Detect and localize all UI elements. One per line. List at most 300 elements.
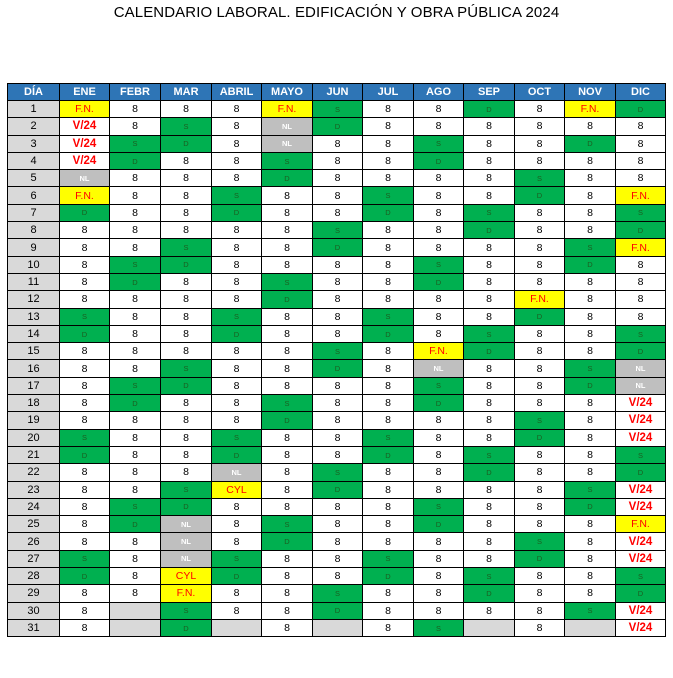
table-row xyxy=(8,498,666,515)
calendar-cell: 8 xyxy=(313,152,363,169)
calendar-cell: 8 xyxy=(414,101,464,118)
header-month-nov: NOV xyxy=(565,84,616,101)
calendar-cell: V/24 xyxy=(616,550,666,567)
calendar-cell: 8 xyxy=(565,412,616,429)
calendar-cell: 8 xyxy=(262,602,313,619)
calendar-cell: D xyxy=(464,464,515,481)
calendar-cell: D xyxy=(616,464,666,481)
calendar-cell: V/24 xyxy=(616,498,666,515)
calendar-cell: 8 xyxy=(60,585,110,602)
table-row xyxy=(8,239,666,256)
calendar-table xyxy=(7,83,666,637)
calendar-cell: 8 xyxy=(565,516,616,533)
calendar-cell: 8 xyxy=(515,256,565,273)
calendar-cell: 8 xyxy=(414,602,464,619)
calendar-cell: 8 xyxy=(212,412,262,429)
calendar-cell: S xyxy=(515,170,565,187)
calendar-cell: D xyxy=(414,152,464,169)
calendar-cell: D xyxy=(464,585,515,602)
day-number-cell: 2 xyxy=(8,118,60,135)
day-number-cell: 4 xyxy=(8,152,60,169)
calendar-cell: S xyxy=(262,516,313,533)
calendar-cell: 8 xyxy=(110,239,161,256)
calendar-cell: D xyxy=(515,429,565,446)
calendar-cell: 8 xyxy=(110,481,161,498)
table-row xyxy=(8,308,666,325)
calendar-cell: 8 xyxy=(414,412,464,429)
day-number-cell: 3 xyxy=(8,135,60,152)
calendar-cell: 8 xyxy=(313,325,363,342)
calendar-cell: 8 xyxy=(565,273,616,290)
calendar-cell: S xyxy=(161,481,212,498)
calendar-cell: V/24 xyxy=(60,118,110,135)
calendar-cell: D xyxy=(565,498,616,515)
calendar-cell: 8 xyxy=(464,187,515,204)
calendar-cell: S xyxy=(313,222,363,239)
calendar-cell: D xyxy=(262,291,313,308)
calendar-cell: D xyxy=(565,135,616,152)
calendar-cell: 8 xyxy=(363,412,414,429)
calendar-cell: 8 xyxy=(212,516,262,533)
calendar-cell: 8 xyxy=(313,170,363,187)
calendar-cell: NL xyxy=(616,360,666,377)
calendar-cell: 8 xyxy=(363,256,414,273)
table-row xyxy=(8,481,666,498)
calendar-cell: 8 xyxy=(313,516,363,533)
table-row xyxy=(8,602,666,619)
calendar-cell: D xyxy=(464,343,515,360)
calendar-cell: S xyxy=(464,204,515,221)
calendar-cell: S xyxy=(363,187,414,204)
calendar-cell: 8 xyxy=(414,481,464,498)
calendar-cell: 8 xyxy=(313,135,363,152)
calendar-cell: 8 xyxy=(60,222,110,239)
calendar-cell: 8 xyxy=(313,204,363,221)
calendar-cell: 8 xyxy=(363,602,414,619)
calendar-cell: D xyxy=(161,135,212,152)
day-number-cell: 14 xyxy=(8,325,60,342)
calendar-cell: D xyxy=(161,498,212,515)
calendar-cell: 8 xyxy=(464,273,515,290)
table-row xyxy=(8,204,666,221)
calendar-cell: 8 xyxy=(363,533,414,550)
calendar-cell: 8 xyxy=(363,585,414,602)
calendar-cell: S xyxy=(313,101,363,118)
calendar-cell xyxy=(313,619,363,636)
calendar-cell: S xyxy=(616,568,666,585)
calendar-cell xyxy=(212,619,262,636)
calendar-cell: D xyxy=(262,170,313,187)
calendar-cell: 8 xyxy=(565,187,616,204)
header-month-mayo: MAYO xyxy=(262,84,313,101)
calendar-cell: 8 xyxy=(212,343,262,360)
calendar-cell: 8 xyxy=(363,377,414,394)
calendar-cell: 8 xyxy=(414,222,464,239)
calendar-cell: NL xyxy=(60,170,110,187)
calendar-cell: 8 xyxy=(262,187,313,204)
calendar-cell: S xyxy=(60,308,110,325)
calendar-cell: 8 xyxy=(565,533,616,550)
calendar-cell: 8 xyxy=(565,568,616,585)
day-number-cell: 30 xyxy=(8,602,60,619)
calendar-cell: 8 xyxy=(161,291,212,308)
calendar-cell: 8 xyxy=(161,101,212,118)
day-number-cell: 19 xyxy=(8,412,60,429)
calendar-cell: 8 xyxy=(110,222,161,239)
calendar-body xyxy=(8,101,666,637)
calendar-cell: 8 xyxy=(363,170,414,187)
calendar-cell: 8 xyxy=(565,550,616,567)
calendar-cell: 8 xyxy=(161,273,212,290)
calendar-cell: D xyxy=(464,222,515,239)
calendar-cell: D xyxy=(363,325,414,342)
calendar-cell: D xyxy=(363,204,414,221)
calendar-cell: 8 xyxy=(616,170,666,187)
table-row xyxy=(8,429,666,446)
calendar-cell: F.N. xyxy=(616,516,666,533)
calendar-cell: F.N. xyxy=(565,101,616,118)
calendar-cell: 8 xyxy=(363,222,414,239)
calendar-cell: 8 xyxy=(464,118,515,135)
calendar-title: CALENDARIO LABORAL. EDIFICACIÓN Y OBRA PÚBLICA 2024 xyxy=(113,4,560,21)
calendar-cell: 8 xyxy=(110,464,161,481)
calendar-cell: 8 xyxy=(565,395,616,412)
calendar-cell: NL xyxy=(414,360,464,377)
calendar-cell: S xyxy=(60,550,110,567)
day-number-cell: 20 xyxy=(8,429,60,446)
calendar-cell: CYL xyxy=(212,481,262,498)
calendar-cell: 8 xyxy=(616,118,666,135)
calendar-cell: V/24 xyxy=(616,619,666,636)
calendar-cell: 8 xyxy=(515,602,565,619)
calendar-cell: 8 xyxy=(414,170,464,187)
calendar-cell: 8 xyxy=(616,256,666,273)
calendar-cell: 8 xyxy=(616,273,666,290)
calendar-cell: 8 xyxy=(565,170,616,187)
day-number-cell: 22 xyxy=(8,464,60,481)
calendar-cell: F.N. xyxy=(60,187,110,204)
calendar-cell: 8 xyxy=(363,619,414,636)
calendar-cell: 8 xyxy=(515,360,565,377)
calendar-cell: D xyxy=(565,377,616,394)
calendar-cell: 8 xyxy=(262,464,313,481)
table-row xyxy=(8,343,666,360)
calendar-cell: 8 xyxy=(161,464,212,481)
day-number-cell: 12 xyxy=(8,291,60,308)
calendar-cell: 8 xyxy=(110,308,161,325)
calendar-cell: 8 xyxy=(313,187,363,204)
calendar-cell: 8 xyxy=(515,464,565,481)
calendar-cell: S xyxy=(363,429,414,446)
day-number-cell: 6 xyxy=(8,187,60,204)
calendar-cell: 8 xyxy=(313,412,363,429)
calendar-cell: 8 xyxy=(262,204,313,221)
calendar-cell: 8 xyxy=(515,585,565,602)
calendar-cell: F.N. xyxy=(616,239,666,256)
table-row xyxy=(8,256,666,273)
calendar-cell: 8 xyxy=(313,308,363,325)
calendar-cell: 8 xyxy=(464,291,515,308)
day-number-cell: 26 xyxy=(8,533,60,550)
calendar-cell: D xyxy=(414,516,464,533)
calendar-cell: S xyxy=(161,602,212,619)
calendar-cell: S xyxy=(262,152,313,169)
calendar-cell: 8 xyxy=(414,533,464,550)
calendar-cell: 8 xyxy=(60,395,110,412)
calendar-cell: F.N. xyxy=(161,585,212,602)
calendar-cell: S xyxy=(414,498,464,515)
calendar-cell: 8 xyxy=(464,239,515,256)
day-number-cell: 16 xyxy=(8,360,60,377)
calendar-cell: NL xyxy=(262,135,313,152)
calendar-cell: 8 xyxy=(110,291,161,308)
calendar-cell xyxy=(110,619,161,636)
calendar-cell: 8 xyxy=(565,429,616,446)
calendar-cell: D xyxy=(60,204,110,221)
day-number-cell: 9 xyxy=(8,239,60,256)
calendar-cell: 8 xyxy=(212,377,262,394)
calendar-cell: 8 xyxy=(515,516,565,533)
calendar-cell: S xyxy=(313,343,363,360)
calendar-cell: S xyxy=(262,395,313,412)
calendar-cell: S xyxy=(212,187,262,204)
calendar-cell: 8 xyxy=(464,360,515,377)
calendar-cell: 8 xyxy=(313,498,363,515)
calendar-cell: 8 xyxy=(262,222,313,239)
table-row xyxy=(8,325,666,342)
calendar-cell: 8 xyxy=(414,204,464,221)
calendar-cell: 8 xyxy=(212,135,262,152)
day-number-cell: 27 xyxy=(8,550,60,567)
calendar-cell: 8 xyxy=(212,395,262,412)
calendar-cell: S xyxy=(313,464,363,481)
calendar-cell: 8 xyxy=(515,152,565,169)
calendar-cell: D xyxy=(60,325,110,342)
calendar-cell: D xyxy=(110,273,161,290)
calendar-cell: S xyxy=(110,135,161,152)
calendar-cell: S xyxy=(161,360,212,377)
calendar-cell: 8 xyxy=(464,516,515,533)
calendar-cell: 8 xyxy=(262,481,313,498)
calendar-cell: 8 xyxy=(110,118,161,135)
calendar-cell: 8 xyxy=(363,343,414,360)
calendar-cell: 8 xyxy=(262,619,313,636)
calendar-cell: 8 xyxy=(60,412,110,429)
calendar-cell: 8 xyxy=(464,256,515,273)
calendar-cell: S xyxy=(110,498,161,515)
calendar-cell: 8 xyxy=(110,101,161,118)
calendar-cell: S xyxy=(414,619,464,636)
table-row xyxy=(8,222,666,239)
calendar-cell: 8 xyxy=(565,585,616,602)
calendar-cell: 8 xyxy=(161,222,212,239)
header-month-sep: SEP xyxy=(464,84,515,101)
calendar-cell: 8 xyxy=(262,550,313,567)
calendar-cell: 8 xyxy=(262,239,313,256)
header-month-febr: FEBR xyxy=(110,84,161,101)
calendar-cell: 8 xyxy=(565,343,616,360)
calendar-cell: S xyxy=(565,239,616,256)
calendar-cell: 8 xyxy=(464,602,515,619)
calendar-cell: D xyxy=(212,446,262,463)
calendar-cell: 8 xyxy=(110,550,161,567)
calendar-cell: 8 xyxy=(60,343,110,360)
calendar-cell: 8 xyxy=(212,152,262,169)
calendar-cell: 8 xyxy=(515,498,565,515)
calendar-cell: D xyxy=(110,516,161,533)
calendar-cell: 8 xyxy=(262,308,313,325)
calendar-cell xyxy=(110,602,161,619)
calendar-cell: 8 xyxy=(313,568,363,585)
calendar-cell: D xyxy=(515,187,565,204)
calendar-cell: 8 xyxy=(414,585,464,602)
calendar-cell: 8 xyxy=(363,498,414,515)
calendar-cell: F.N. xyxy=(414,343,464,360)
table-row xyxy=(8,533,666,550)
calendar-cell: S xyxy=(515,533,565,550)
calendar-cell: 8 xyxy=(60,256,110,273)
calendar-cell: 8 xyxy=(60,498,110,515)
calendar-cell: 8 xyxy=(363,152,414,169)
day-number-cell: 18 xyxy=(8,395,60,412)
calendar-cell: 8 xyxy=(565,152,616,169)
calendar-cell: S xyxy=(161,239,212,256)
calendar-cell: D xyxy=(110,395,161,412)
calendar-cell: D xyxy=(616,343,666,360)
calendar-cell: F.N. xyxy=(515,291,565,308)
calendar-cell: V/24 xyxy=(616,481,666,498)
calendar-cell: 8 xyxy=(313,429,363,446)
calendar-cell: 8 xyxy=(515,273,565,290)
calendar-cell: V/24 xyxy=(60,152,110,169)
calendar-cell: 8 xyxy=(262,377,313,394)
day-number-cell: 17 xyxy=(8,377,60,394)
calendar-cell: D xyxy=(161,377,212,394)
calendar-cell: 8 xyxy=(212,291,262,308)
calendar-cell: 8 xyxy=(212,101,262,118)
day-number-cell: 8 xyxy=(8,222,60,239)
calendar-cell: 8 xyxy=(565,308,616,325)
calendar-cell: 8 xyxy=(515,325,565,342)
table-row xyxy=(8,585,666,602)
calendar-cell: 8 xyxy=(414,568,464,585)
calendar-cell: S xyxy=(212,308,262,325)
calendar-cell: S xyxy=(363,308,414,325)
calendar-cell: 8 xyxy=(363,291,414,308)
header-day: DÍA xyxy=(8,84,60,101)
calendar-cell: D xyxy=(161,256,212,273)
calendar-cell: 8 xyxy=(464,170,515,187)
calendar-cell: S xyxy=(616,204,666,221)
calendar-cell: S xyxy=(212,550,262,567)
calendar-cell: NL xyxy=(161,516,212,533)
calendar-cell: 8 xyxy=(60,239,110,256)
calendar-cell: 8 xyxy=(212,222,262,239)
day-number-cell: 31 xyxy=(8,619,60,636)
calendar-cell: D xyxy=(161,619,212,636)
calendar-cell: 8 xyxy=(212,360,262,377)
calendar-cell: V/24 xyxy=(616,412,666,429)
calendar-cell xyxy=(565,619,616,636)
calendar-cell: 8 xyxy=(515,446,565,463)
calendar-cell: 8 xyxy=(464,308,515,325)
calendar-cell: S xyxy=(464,568,515,585)
calendar-cell: 8 xyxy=(60,602,110,619)
table-row xyxy=(8,550,666,567)
calendar-cell: 8 xyxy=(161,412,212,429)
calendar-cell: D xyxy=(414,395,464,412)
calendar-cell: S xyxy=(110,377,161,394)
calendar-cell: 8 xyxy=(161,204,212,221)
calendar-cell: 8 xyxy=(515,239,565,256)
calendar-cell: S xyxy=(363,550,414,567)
calendar-cell: S xyxy=(414,377,464,394)
calendar-cell: S xyxy=(565,360,616,377)
calendar-cell: 8 xyxy=(313,256,363,273)
calendar-cell: 8 xyxy=(464,481,515,498)
calendar-cell: 8 xyxy=(110,533,161,550)
table-row xyxy=(8,568,666,585)
calendar-cell: 8 xyxy=(313,377,363,394)
calendar-cell: D xyxy=(313,360,363,377)
calendar-cell: 8 xyxy=(313,273,363,290)
calendar-cell: 8 xyxy=(262,343,313,360)
table-row xyxy=(8,377,666,394)
calendar-cell: 8 xyxy=(313,446,363,463)
calendar-cell: D xyxy=(363,568,414,585)
calendar-cell: 8 xyxy=(363,360,414,377)
calendar-cell: 8 xyxy=(212,602,262,619)
calendar-cell: 8 xyxy=(363,239,414,256)
calendar-cell: NL xyxy=(262,118,313,135)
calendar-cell: D xyxy=(110,152,161,169)
calendar-cell: 8 xyxy=(464,498,515,515)
calendar-cell: 8 xyxy=(212,533,262,550)
calendar-cell: 8 xyxy=(363,516,414,533)
calendar-cell: 8 xyxy=(262,360,313,377)
calendar-cell: F.N. xyxy=(60,101,110,118)
calendar-cell: NL xyxy=(161,533,212,550)
calendar-cell: D xyxy=(212,204,262,221)
calendar-cell: 8 xyxy=(464,377,515,394)
calendar-cell: 8 xyxy=(414,291,464,308)
calendar-cell: D xyxy=(212,325,262,342)
calendar-cell: 8 xyxy=(60,533,110,550)
calendar-cell: 8 xyxy=(414,464,464,481)
calendar-cell: CYL xyxy=(161,568,212,585)
calendar-cell: D xyxy=(616,585,666,602)
calendar-cell: 8 xyxy=(464,429,515,446)
calendar-cell: 8 xyxy=(515,343,565,360)
calendar-cell: 8 xyxy=(464,412,515,429)
day-number-cell: 13 xyxy=(8,308,60,325)
calendar-cell: 8 xyxy=(161,170,212,187)
calendar-cell: S xyxy=(565,602,616,619)
calendar-cell: 8 xyxy=(414,239,464,256)
calendar-cell: 8 xyxy=(515,204,565,221)
table-row xyxy=(8,170,666,187)
calendar-cell: 8 xyxy=(262,585,313,602)
calendar-cell: 8 xyxy=(161,325,212,342)
day-number-cell: 29 xyxy=(8,585,60,602)
calendar-cell: 8 xyxy=(161,308,212,325)
calendar-cell: 8 xyxy=(565,464,616,481)
day-number-cell: 24 xyxy=(8,498,60,515)
calendar-cell: 8 xyxy=(565,118,616,135)
calendar-cell: 8 xyxy=(464,135,515,152)
calendar-cell: V/24 xyxy=(60,135,110,152)
day-number-cell: 1 xyxy=(8,101,60,118)
